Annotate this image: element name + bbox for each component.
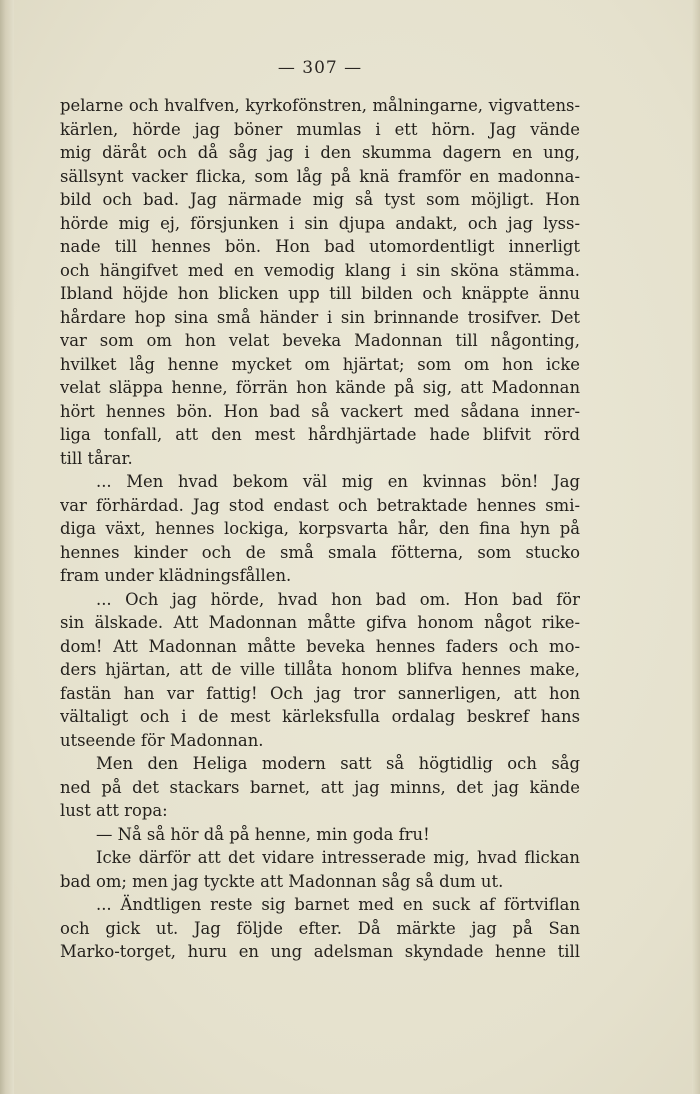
text-line: liga tonfall, att den mest hårdhjärtade hade blifvit rörd [60,425,580,444]
text-line: och hängifvet med en vemodig klang i sin sköna stämma. [60,260,580,280]
text-line: ... Och jag hörde, hvad hon bad om. Hon bad för [96,589,580,609]
text-line: kärlen, hörde jag böner mumlas i ett hörn. Jag vände [60,119,580,139]
text-line: och gick ut. Jag följde efter. Då märkte jag på San [60,918,580,938]
text-line: nade till hennes bön. Hon bad utomordentligt innerligt [60,237,580,256]
text-line: bad om; men jag tyckte att Madonnan såg så dum ut. [60,871,504,891]
page-right-edge [692,0,700,1094]
text-line: fastän han var fattig! Och jag tror sannerligen, att hon [60,683,580,703]
text-line: sällsynt vacker flicka, som låg på knä framför en madonna- [60,166,580,186]
text-line: Icke därför att det vidare intresserade mig, hvad flickan [96,848,580,867]
text-line: ... Men hvad bekom väl mig en kvinnas bön! Jag [96,472,580,491]
text-line: hört hennes bön. Hon bad så vackert med sådana inner- [60,401,580,421]
text-line: Men den Heliga modern satt så högtidlig och såg [96,754,580,773]
text-line: hörde mig ej, försjunken i sin djupa andakt, och jag lyss- [60,213,580,233]
text-line: velat släppa henne, förrän hon kände på sig, att Madonnan [60,378,580,397]
text-line: bild och bad. Jag närmade mig så tyst som möjligt. Hon [60,190,580,209]
text-line: pelarne och hvalfven, kyrkofönstren, målningarne, vigvattens- [60,96,580,115]
text-line: var som om hon velat beveka Madonnan till någonting, [60,331,580,350]
text-line: ned på det stackars barnet, att jag minns, det jag kände [60,777,580,797]
text-line: sin älskade. Att Madonnan måtte gifva honom något rike- [60,613,580,632]
text-line: fram under klädningsfållen. [60,566,292,585]
text-line: ... Ändtligen reste sig barnet med en suck af förtviflan [96,895,580,914]
page-binding-edge [0,0,14,1094]
text-line: lust att ropa: [60,801,168,820]
text-line: mig däråt och då såg jag i den skumma dagern en ung, [60,143,580,162]
body-text [60,94,580,964]
text-line: hennes kinder och de små smala fötterna, som stucko [60,542,580,562]
text-line: till tårar. [60,448,133,468]
text-line: utseende för Madonnan. [60,730,264,750]
text-line: vältaligt och i de mest kärleksfulla ordalag beskref hans [60,707,580,726]
text-line: Marko-torget, huru en ung adelsman skyndade henne till [60,942,580,961]
text-line: Ibland höjde hon blicken upp till bilden och knäppte ännu [60,284,580,303]
text-line: dom! Att Madonnan måtte beveka hennes faders och mo- [60,636,580,656]
text-line: ders hjärtan, att de ville tillåta honom blifva hennes make, [60,660,580,679]
text-line: hårdare hop sina små händer i sin brinnande trosifver. Det [60,307,580,327]
text-line: — Nå så hör då på henne, min goda fru! [96,824,430,844]
text-line: var förhärdad. Jag stod endast och betraktade hennes smi- [60,495,580,515]
text-line: hvilket låg henne mycket om hjärtat; som om hon icke [60,354,580,374]
text-line: diga växt, hennes lockiga, korpsvarta hår, den fina hyn på [60,519,580,538]
page-number: — 307 — [277,58,363,78]
